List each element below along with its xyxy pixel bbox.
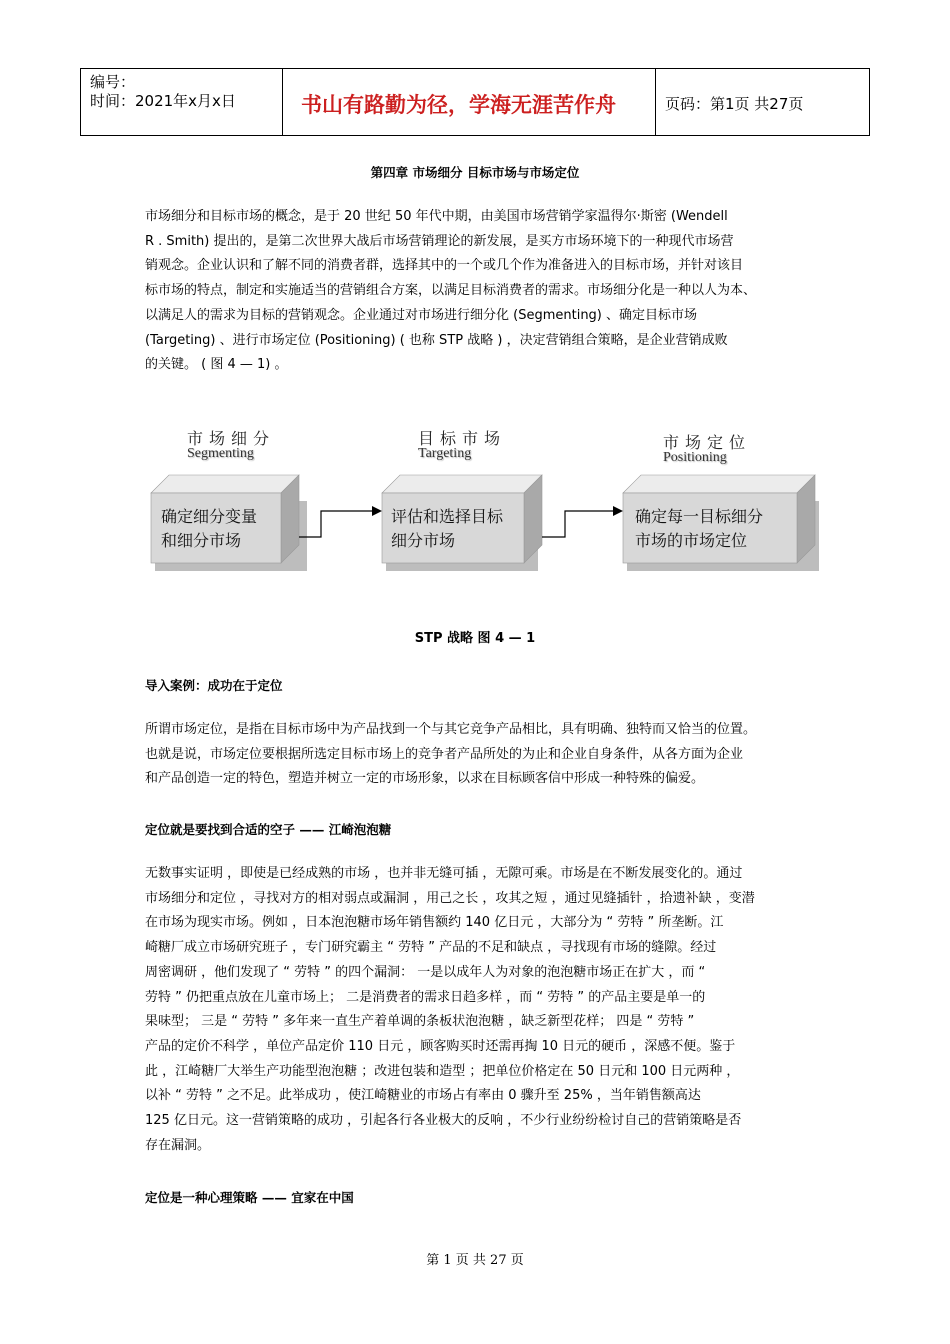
positioning-line: 所谓市场定位，是指在目标市场中为产品找到一个与其它竞争产品相比，具有明确、独特而又恰当的位置。 — [145, 722, 757, 737]
case1-line: 果味型； 三是 “ 劳特 ” 多年来一直生产着单调的条板状泡泡糖 ，缺乏新型花样； 四是 “ 劳特 ” — [145, 1014, 695, 1030]
positioning-line: 也就是说，市场定位要根据所选定目标市场上的竞争者产品所处的为止和企业自身条件，从各方面为企业 — [145, 746, 744, 762]
stage-segmenting-box-line: 确定细分变量 — [161, 507, 258, 526]
stp-connector-1 — [299, 506, 382, 537]
case1-line: 125 亿日元。这一营销策略的成功 ，引起各行各业极大的反响 ，不少行业纷纷检讨自己的营销策略是否 — [145, 1113, 742, 1129]
stage-positioning-cn: 市场定位 — [663, 433, 752, 452]
header-bottom-rule — [80, 135, 870, 136]
header-date-label: 时间：2021年x月x日 — [90, 92, 236, 110]
case1-line: 存在漏洞。 — [145, 1137, 211, 1153]
stp-connector-2 — [542, 506, 623, 537]
case1-heading: 定位就是要找到合适的空子 —— 江崎泡泡糖 — [145, 822, 392, 837]
figure-caption: STP 战略 图 4 — 1 — [414, 631, 536, 646]
page-footer: 第 1 页 共 27 页 — [426, 1253, 524, 1268]
case1-line: 崎糖厂成立市场研究班子 ，专门研究霸主 “ 劳特 ” 产品的不足和缺点 ，寻找现有市场的缝隙。经过 — [145, 940, 717, 956]
stage-targeting-en: Targeting — [418, 446, 472, 461]
header-divider-2 — [655, 68, 656, 135]
case2-heading: 定位是一种心理策略 —— 宜家在中国 — [145, 1190, 354, 1205]
case1-line: 产品的定价不科学 ，单位产品定价 110 日元 ，顾客购买时还需再掏 10 日元的硬币 ，深感不便。鉴于 — [145, 1038, 736, 1054]
positioning-line: 和产品创造一定的特色，塑造并树立一定的市场形象，以求在目标顾客信中形成一种特殊的偏爱。 — [145, 771, 705, 787]
case1-line: 周密调研 ，他们发现了 “ 劳特 ” 的四个漏洞： 一是以成年人为对象的泡泡糖市场正在扩大 ，而 “ — [145, 964, 706, 980]
header-divider-1 — [282, 68, 283, 135]
stage-segmenting-box-line: 和细分市场 — [161, 531, 242, 550]
intro-line: 以满足人的需求为目标的营销观念。企业通过对市场进行细分化 (Segmenting) 、确定目标市场 — [145, 307, 698, 323]
intro-line: R . Smith) 提出的，是第二次世界大战后市场营销理论的新发展，是买方市场环境下的一种现代市场营 — [145, 233, 734, 249]
case1-line: 在市场为现实市场。例如 ，日本泡泡糖市场年销售额约 140 亿日元 ，大部分为 “ 劳特 ” 所垄断。江 — [145, 915, 724, 931]
positioning-paragraph — [145, 718, 805, 792]
intro-line: 市场细分和目标市场的概念，是于 20 世纪 50 年代中期，由美国市场营销学家温得尔·斯密 (Wendell — [145, 209, 728, 224]
case1-line: 此 ，江崎糖厂大举生产功能型泡泡糖 ；改进包装和造型 ；把单位价格定在 50 日元和 100 日元两种 ， — [145, 1063, 740, 1079]
case1-line: 以补 “ 劳特 ” 之不足。此举成功 ，使江崎糖业的市场占有率由 0 骤升至 25% ，当年销售额高达 — [145, 1088, 701, 1104]
stage-targeting-cn: 目标市场 — [418, 429, 507, 448]
intro-line: 的关键。 ( 图 4 — 1) 。 — [145, 357, 288, 373]
stage-targeting-box-line: 细分市场 — [391, 531, 456, 550]
stage-segmenting-en: Segmenting — [187, 446, 254, 461]
header-motto: 书山有路勤为径，学海无涯苦作舟 — [301, 93, 616, 117]
intro-paragraph — [145, 205, 805, 378]
header-left-border — [80, 68, 81, 135]
header-top-rule — [80, 68, 870, 69]
stage-positioning-box-line: 确定每一目标细分 — [635, 507, 764, 526]
intro-line: (Targeting) 、进行市场定位 (Positioning) ( 也称 STP 战略 ) ，决定营销组合策略，是企业营销成败 — [145, 332, 728, 348]
stage-positioning-box-line: 市场的市场定位 — [635, 531, 748, 550]
header-number-label: 编号： — [90, 73, 136, 91]
case-heading: 导入案例：成功在于定位 — [145, 678, 283, 693]
case1-paragraph — [145, 862, 805, 1158]
case1-line: 市场细分和定位 ，寻找对方的相对弱点或漏洞 ，用己之长 ，攻其之短 ，通过见缝插针 ，拾遗补缺 ，变潜 — [145, 890, 755, 906]
stage-positioning-en: Positioning — [663, 450, 727, 465]
intro-line: 标市场的特点，制定和实施适当的营销组合方案，以满足目标消费者的需求。市场细分化是一种以人为本、 — [145, 283, 757, 299]
header-right-border — [869, 68, 870, 135]
case1-line: 劳特 ” 仍把重点放在儿童市场上； 二是消费者的需求日趋多样 ，而 “ 劳特 ” 的产品主要是单一的 — [145, 989, 706, 1005]
chapter-title: 第四章 市场细分 目标市场与市场定位 — [370, 165, 580, 180]
stage-segmenting-cn: 市场细分 — [187, 429, 276, 448]
case1-line: 无数事实证明 ，即使是已经成熟的市场 ，也并非无缝可插 ，无隙可乘。市场是在不断发展变化的。通过 — [145, 866, 743, 881]
header-page-label: 页码：第1页 共27页 — [665, 95, 804, 113]
intro-line: 销观念。企业认识和了解不同的消费者群，选择其中的一个或几个作为准备进入的目标市场，并针对该目 — [145, 258, 744, 274]
stp-diagram — [145, 415, 825, 585]
stage-targeting-box-line: 评估和选择目标 — [391, 507, 504, 526]
